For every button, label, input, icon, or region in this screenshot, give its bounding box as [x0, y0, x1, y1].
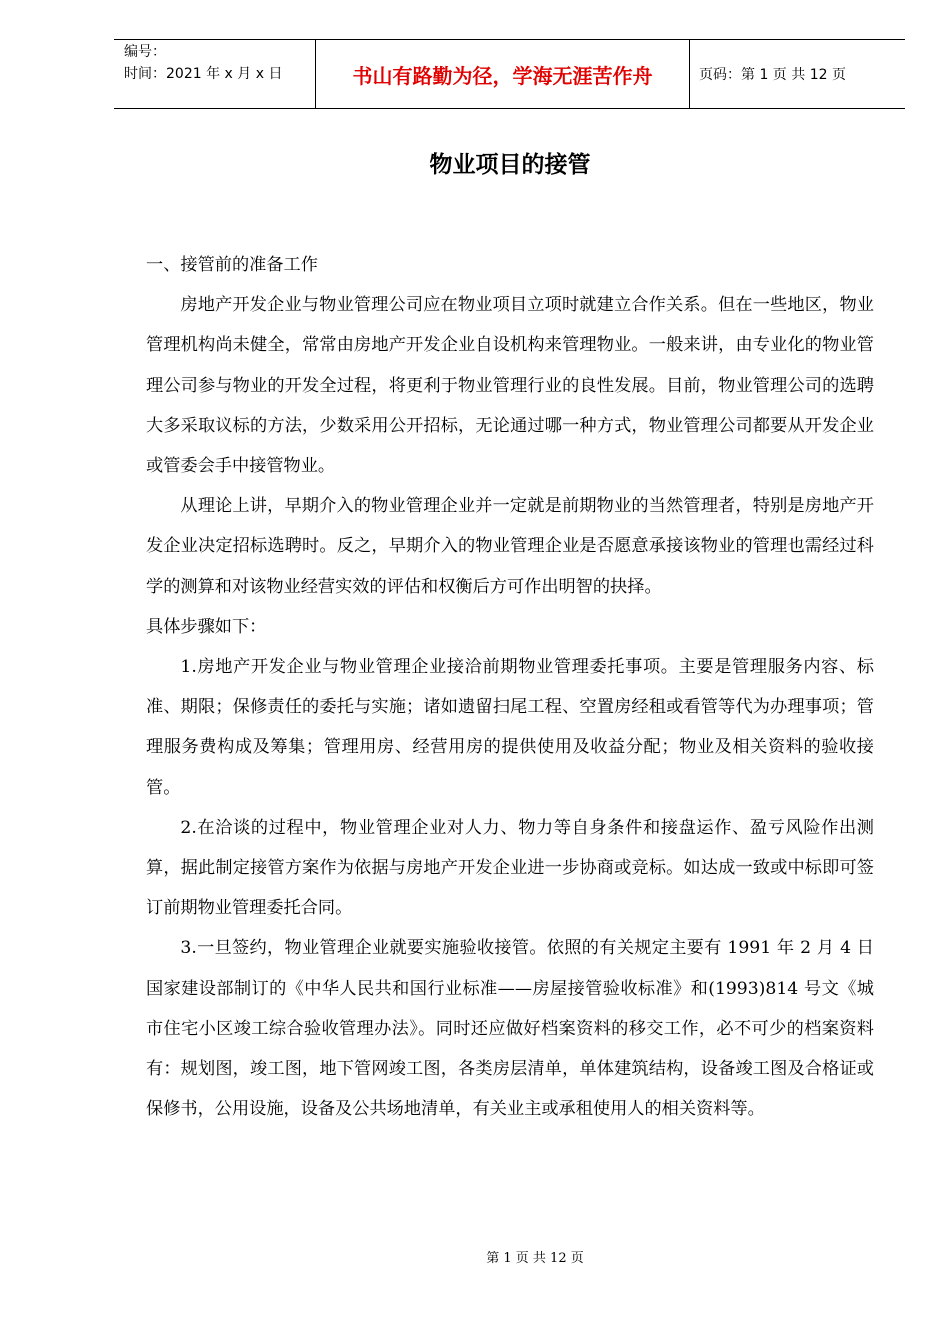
section-heading: 一、接管前的准备工作 [146, 255, 318, 275]
paragraph: 从理论上讲，早期介入的物业管理企业并一定就是前期物业的当然管理者，特别是房地产开发企业决定招标选聘时。反之，早期介入的物业管理企业是否愿意承接该物业的管理也需经过科学的测算和对该物业经营实效的评估和权衡后方可作出明智的抉择。 [146, 496, 874, 597]
document-title: 物业项目的接管 [429, 152, 591, 178]
step-item: 2.在洽谈的过程中，物业管理企业对人力、物力等自身条件和接盘运作、盈亏风险作出测算，据此制定接管方案作为依据与房地产开发企业进一步协商或竞标。如达成一致或中标即可签订前期物业管理委托合同。 [146, 817, 874, 919]
document-time-label: 时间：2021 年 x 月 x 日 [124, 66, 283, 82]
paragraph-steps-intro: 具体步骤如下： [146, 616, 267, 637]
step-item: 3.一旦签约，物业管理企业就要实施验收接管。依照的有关规定主要有 1991 年 2 月 4 日国家建设部制订的《中华人民共和国行业标准——房屋接管验收标准》和(1993)814 号文《城市住宅小区竣工综合验收管理办法》。同时还应做好档案资料的移交工作，必不可少的档案资料有：规划图，竣工图，地下管网竣工图，各类房层清单，单体建筑结构，设备竣工图及合格证或保修书，公用设施，设备及公共场地清单，有关业主或承租使用人的相关资料等。 [146, 938, 874, 1120]
header-motto: 书山有路勤为径，学海无涯苦作舟 [316, 40, 690, 108]
step-item: 1.房地产开发企业与物业管理企业接洽前期物业管理委托事项。主要是管理服务内容、标准、期限；保修责任的委托与实施；诸如遗留扫尾工程、空置房经租或看管等代为办理事项；管理服务费构成及筹集；管理用房、经营用房的提供使用及收益分配；物业及相关资料的验收接管。 [146, 657, 874, 798]
paragraph: 房地产开发企业与物业管理公司应在物业项目立项时就建立合作关系。但在一些地区，物业管理机构尚未健全，常常由房地产开发企业自设机构来管理物业。一般来讲，由专业化的物业管理公司参与物业的开发全过程，将更利于物业管理行业的良性发展。目前，物业管理公司的选聘大多采取议标的方法，少数采用公开招标，无论通过哪一种方式，物业管理公司都要从开发企业或管委会手中接管物业。 [146, 295, 874, 477]
page-footer: 第 1 页 共 12 页 [486, 1251, 584, 1266]
document-number-label: 编号： [124, 44, 166, 60]
header-table [114, 39, 905, 109]
header-meta-cell [114, 40, 316, 108]
header-page-info: 页码：第 1 页 共 12 页 [699, 67, 846, 83]
document-body [146, 245, 874, 1129]
